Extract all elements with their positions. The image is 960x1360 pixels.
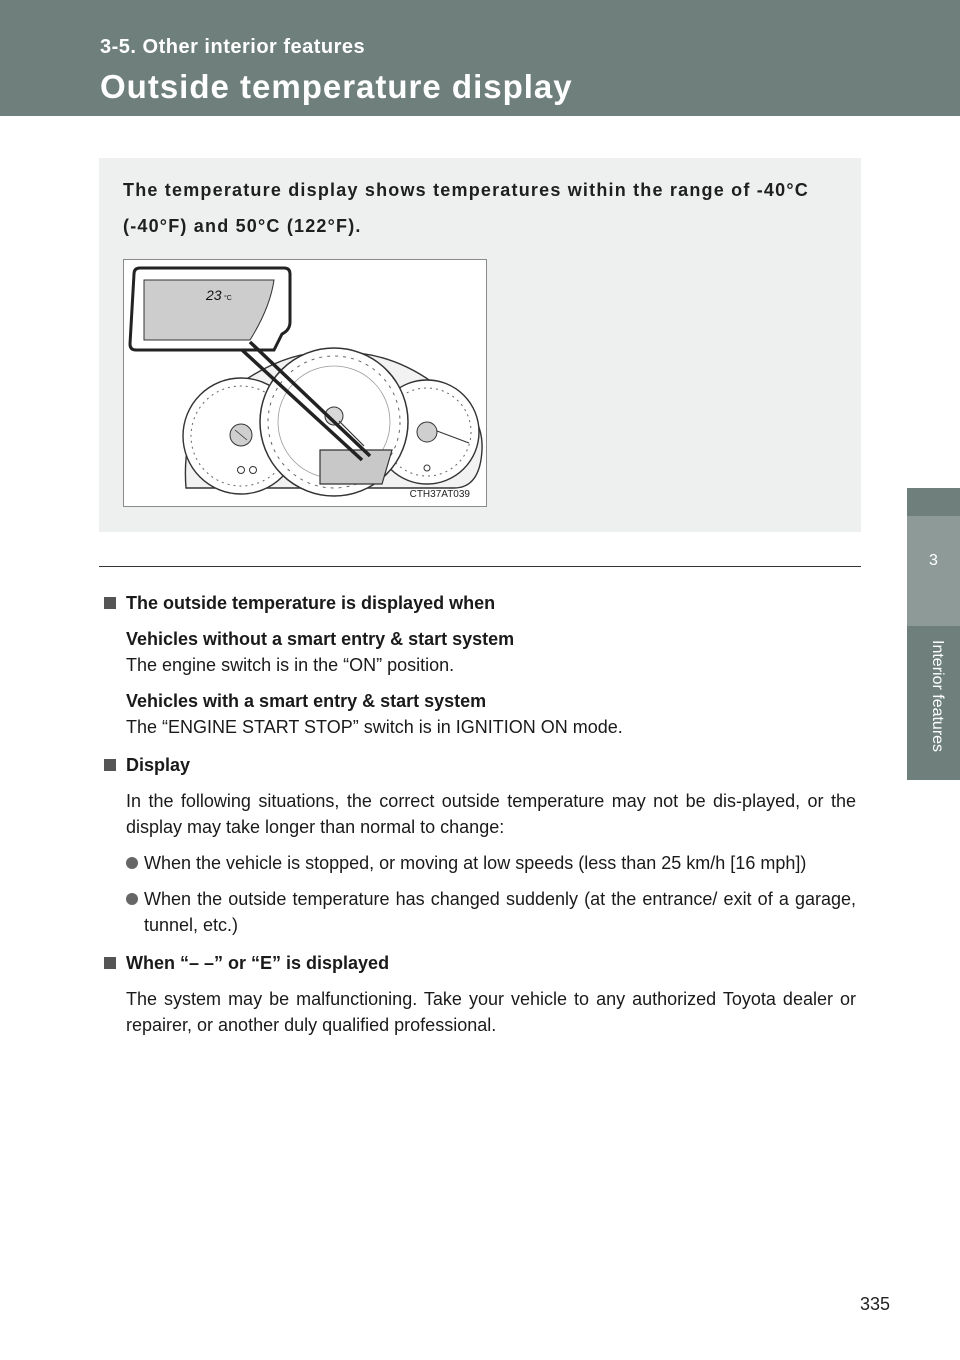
chapter-number: 3	[929, 552, 938, 569]
subheading-with-smart-entry: Vehicles with a smart entry & start system	[126, 691, 487, 711]
text-without-smart-entry: The engine switch is in the “ON” position.	[126, 655, 455, 675]
content-body	[104, 590, 856, 1038]
heading-display: Display	[104, 752, 856, 778]
square-bullet-icon	[104, 597, 116, 609]
section-divider	[99, 566, 861, 567]
intro-box	[99, 158, 861, 532]
chapter-number-block	[907, 516, 960, 626]
chapter-label: Interior features	[929, 640, 946, 753]
display-unit: °C	[224, 295, 232, 302]
figure-code: CTH37AT039	[409, 489, 470, 500]
chapter-side-tab	[907, 488, 960, 780]
list-item: When the outside temperature has changed suddenly (at the entrance/ exit of a garage, tunnel, etc.)	[104, 886, 856, 938]
square-bullet-icon	[104, 759, 116, 771]
display-reading: 23	[206, 287, 222, 303]
display-paragraph: In the following situations, the correct outside temperature may not be dis-played, or the display may take longer than normal to change:	[126, 791, 856, 837]
instrument-cluster-figure	[123, 259, 487, 507]
error-paragraph: The system may be malfunctioning. Take your vehicle to any authorized Toyota dealer or repairer, or another duly qualified professional.	[126, 989, 856, 1035]
list-item: When the vehicle is stopped, or moving at low speeds (less than 25 km/h [16 mph])	[104, 850, 856, 876]
text-with-smart-entry: The “ENGINE START STOP” switch is in IGNITION ON mode.	[126, 717, 623, 737]
section-label: 3-5. Other interior features	[100, 36, 366, 58]
heading-error: When “– –” or “E” is displayed	[104, 950, 856, 976]
square-bullet-icon	[104, 957, 116, 969]
page-title: Outside temperature display	[100, 68, 573, 105]
heading-when-displayed: The outside temperature is displayed when	[104, 590, 856, 616]
intro-text: The temperature display shows temperatures within the range of -40°C (-40°F) and 50°C (122°F).	[123, 180, 809, 236]
page-number: 335	[860, 1294, 891, 1314]
round-bullet-icon	[126, 893, 138, 905]
instrument-cluster-illustration	[124, 260, 486, 506]
page-header	[0, 0, 960, 116]
round-bullet-icon	[126, 857, 138, 869]
subheading-without-smart-entry: Vehicles without a smart entry & start system	[126, 629, 515, 649]
